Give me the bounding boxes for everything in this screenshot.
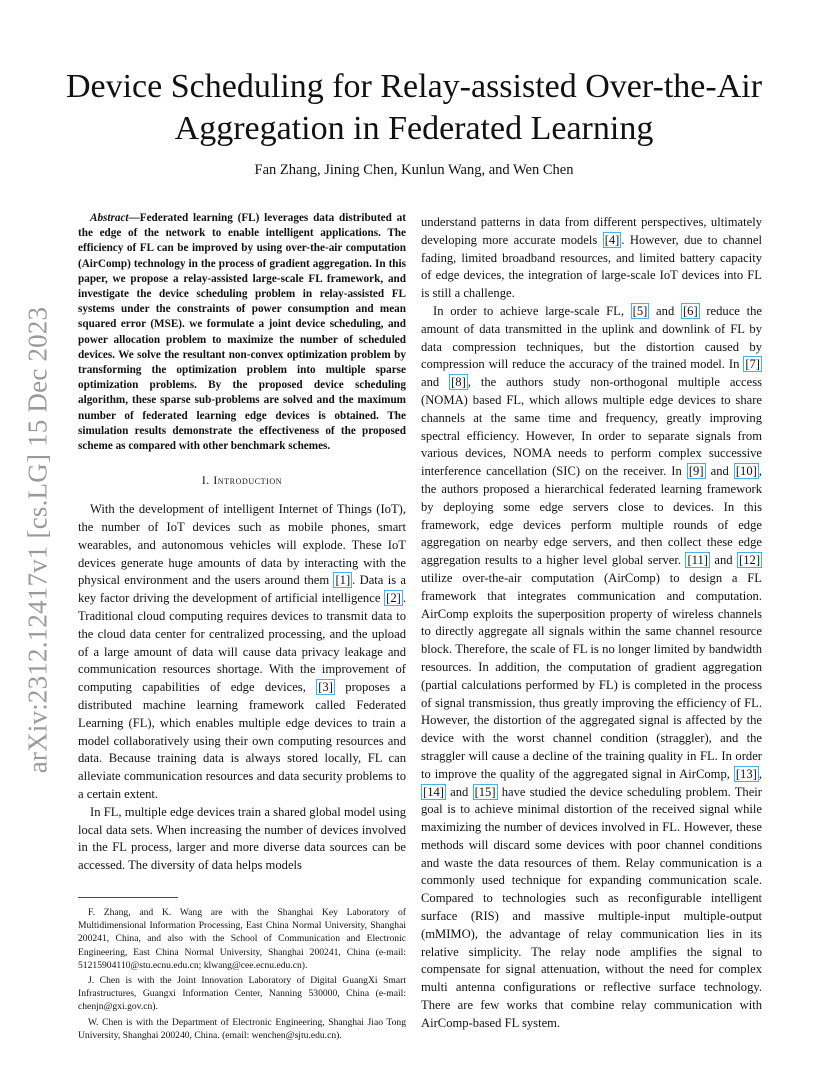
citation-link[interactable]: [4] (604, 232, 620, 247)
abstract (78, 211, 406, 454)
citation-link[interactable]: [9] (688, 464, 704, 479)
title-line-1: Device Scheduling for Relay-assisted Over-the-Air (65, 68, 763, 105)
intro-paragraph-2: In FL, multiple edge devices train a shared global model using local data sets. When increasing the number of devices involved in the FL process, larger and more diverse data sources can be accessed. The diversity of data helps models (78, 804, 406, 873)
paper-title (60, 66, 768, 150)
title-line-2: Aggregation in Federated Learning (174, 110, 654, 147)
section-title: Introduction (213, 474, 283, 488)
citation-link[interactable]: [5] (632, 303, 648, 318)
citation-link[interactable]: [14] (423, 784, 444, 799)
intro-paragraph-2-continued: understand patterns in data from different perspectives, ultimately developing more accurate models [4] . However, due to channel fading, limited broadband resources, and limited battery capacity of edge devices, the integration of large-scale IoT devices into FL is still a challenge. (421, 215, 762, 301)
footnote-affiliation-3: W. Chen is with the Department of Electronic Engineering, Shanghai Jiao Tong University, Shanghai 200240, China. (email: wenchen@sjtu.edu.cn). (78, 1016, 406, 1041)
section-heading-introduction (78, 474, 406, 487)
citation-link[interactable]: [1] (335, 573, 351, 588)
citation-link[interactable]: [2] (386, 591, 401, 606)
abstract-label: Abstract (90, 212, 129, 224)
left-column (78, 211, 406, 1044)
citation-link[interactable]: [6] (682, 303, 698, 318)
author-list: Fan Zhang, Jining Chen, Kunlun Wang, and Wen Chen (254, 162, 574, 178)
footnote-affiliation-2: J. Chen is with the Joint Innovation Laboratory of Digital GuangXi Smart Infrastructures, Guangxi Information Center, Nanning 530000, China (e-mail: chenjn@gxi.gov.cn). (78, 975, 406, 1013)
arxiv-id-text: arXiv:2312.12417v1 [cs.LG] 15 Dec 2023 (22, 306, 53, 774)
citation-link[interactable]: [8] (451, 375, 466, 390)
citation-link[interactable]: [11] (687, 553, 708, 568)
abstract-dash: — (128, 212, 140, 224)
footnote-divider (78, 897, 178, 898)
citation-link[interactable]: [7] (745, 357, 760, 372)
citation-link[interactable]: [13] (735, 766, 757, 781)
citation-link[interactable]: [15] (474, 784, 496, 799)
citation-link[interactable]: [10] (735, 464, 757, 479)
abstract-text: Federated learning (FL) leverages data distributed at the edge of the network to enable intelligent applications. The efficiency of FL can be improved by using over-the-air computation (AirComp) technology in the process of gradient aggregation. In this paper, we propose a relay-assisted large-scale FL framework, and investigate the device scheduling problem in relay-assisted FL systems under the constraints of power consumption and mean squared error (MSE). we formulate a joint device scheduling, and power allocation problem to maximize the number of scheduled devices. We solve the resultant non-convex optimization problem by transforming the optimization problem into multiple sparse optimization problems. By the proposed device scheduling algorithm, these sparse sub-problems are solved and the maximum number of federated learning edge devices is obtained. The simulation results demonstrate the effectiveness of the proposed scheme as compared with other benchmark schemes. (78, 212, 406, 453)
citation-link[interactable]: [12] (739, 553, 761, 568)
section-number: I. (201, 474, 210, 488)
intro-paragraph-3: In order to achieve large-scale FL, [5] and [6] reduce the amount of data transmitted in the uplink and downlink of FL by data compression techniques, but the distortion caused by compression will reduce the accuracy of the trained model. In [7] and [8] , the authors study non-orthogonal multiple access (NOMA) based FL, which allows multiple edge devices to share channels at the same time and frequency, greatly improving spectral efficiency. However, In order to separate signals from various devices, NOMA needs to perform complex successive interference cancellation (SIC) on the receiver. In [9] and [10] , the authors proposed a hierarchical federated learning framework by deploying some edge servers close to devices. In this framework, edge devices perform multiple rounds of edge aggregation on nearby edge servers, and then collect these edge aggregation results to a higher level global server. [11] and [12] utilize over-the-air computation (AirComp) to design a FL framework that integrates communication and computation. AirComp exploits the superposition property of wireless channels to directly aggregate all signals within the same channel resource block. Therefore, the scale of FL is no longer limited by bandwidth resources. In addition, the computation of gradient aggregation (partial calculations performed by FL) is completed in the process of signal transmission, thus greatly improving the efficiency of FL. However, the distortion of the aggregated signal is affected by the device with the worst channel condition (straggler), and the straggler will cause a decline of the training quality in FL. In order to improve the quality of the aggregated signal in AirComp, [13] , [14] and [15] have studied the device scheduling problem. Their goal is to achieve minimal distortion of the received signal while maximizing the number of devices involved in FL. However, these methods will discard some devices with poor channel conditions and waste the data resources of them. Relay communication is a commonly used technique for expanding communication scale. Compared to technologies such as reconfigurable intelligent surface (RIS) and massive multiple-input multiple-output (mMIMO), the advantage of relay communication lies in its relative simplicity. The relay node amplifies the signal to compensate for signal attenuation, without the need for complex multi antenna configurations or reflective surface technology. There are few works that combine relay communication with AirComp-based FL system. (421, 303, 763, 1030)
footnote-affiliation-1: F. Zhang, and K. Wang are with the Shanghai Key Laboratory of Multidimensional Information Processing, East China Normal University, Shanghai 200241, China, and also with the School of Communication and Electronic Engineering, East China Normal University, Shanghai 200241, China (e-mail: 51215904110@stu.ecnu.edu.cn; klwang@cee.ecnu.edu.cn). (78, 906, 406, 971)
arxiv-identifier-stamp (18, 220, 58, 860)
citation-link[interactable]: [3] (318, 680, 333, 695)
intro-paragraph-1: With the development of intelligent Internet of Things (IoT), the number of IoT devices such as mobile phones, smart wearables, and autonomous vehicles will explode. These IoT devices generate huge amounts of data by interacting with the physical environment and the users around them [1] . Data is a key factor driving the development of artificial intelligence [2] . Traditional cloud computing requires devices to transmit data to the cloud data center for centralized processing, and the upload of a large amount of data will cause data privacy leakage and communication resources shortage. With the improvement of computing capabilities of edge devices, [3] proposes a distributed machine learning framework called Federated Learning (FL), which enables multiple edge devices to train a model collaboratively using their own computing resources and data. Because training data is always stored locally, FL can alleviate communication resources and data security problems to a certain extent. (78, 502, 407, 801)
right-column (421, 214, 762, 1033)
